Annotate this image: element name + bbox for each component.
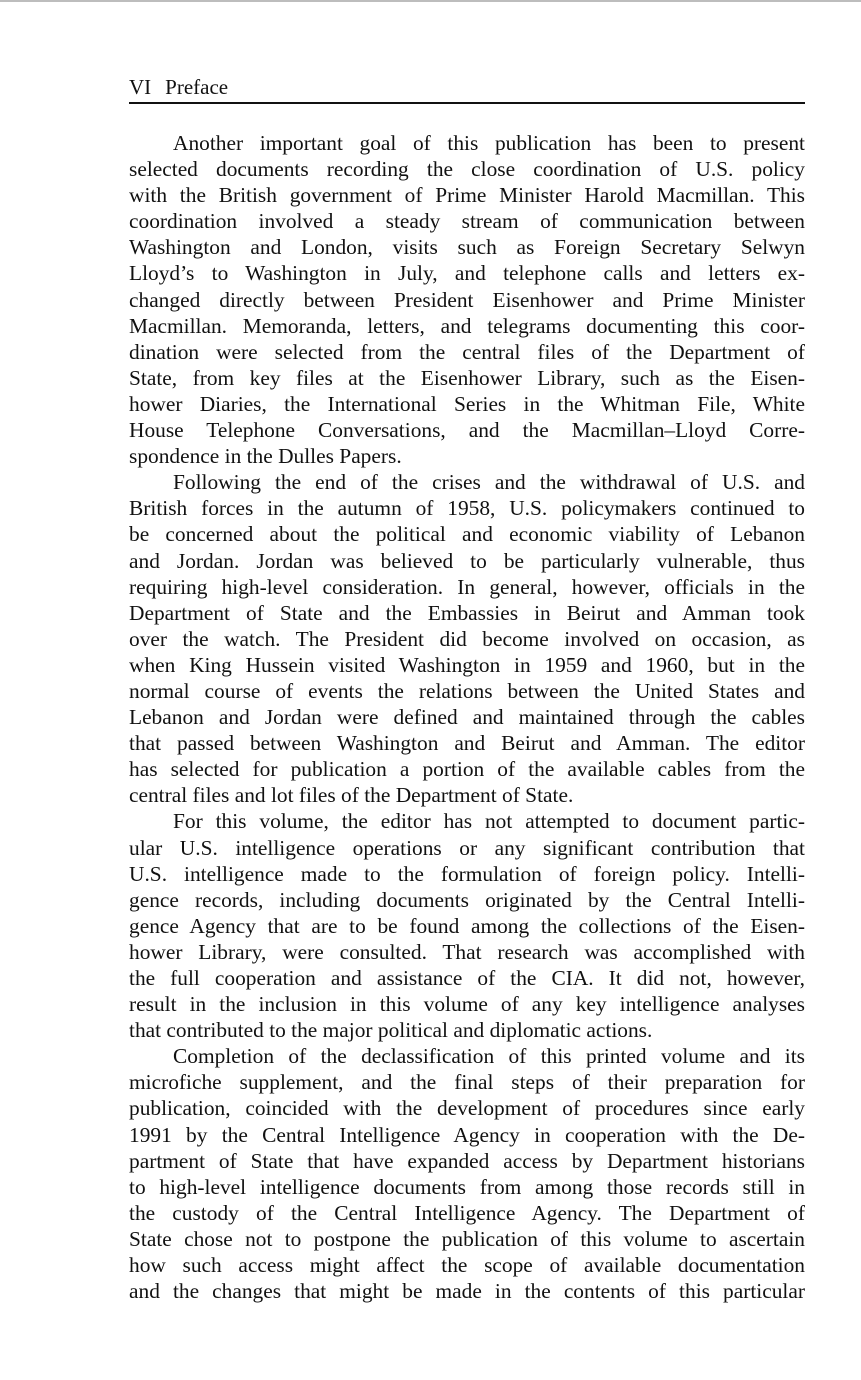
section-title: Preface	[165, 75, 229, 99]
text-line: microfiche supplement, and the final steps of their preparation for	[129, 1070, 805, 1095]
text-line: requiring high-level consideration. In general, however, officials in the	[129, 574, 805, 599]
text-line: State, from key files at the Eisenhower Library, such as the Eisen-	[129, 365, 805, 390]
text-line: to high-level intelligence documents from among those records still in	[129, 1174, 805, 1199]
top-page-rule	[0, 0, 861, 2]
paragraph	[129, 808, 805, 1043]
text-line: Macmillan. Memoranda, letters, and telegrams documenting this coor-	[129, 313, 805, 338]
text-line: hower Library, were consulted. That research was accomplished with	[129, 939, 805, 964]
text-line: publication, coincided with the development of procedures since early	[129, 1096, 805, 1121]
text-line: and the changes that might be made in the contents of this particular	[129, 1279, 805, 1304]
page-number: VI	[129, 75, 152, 99]
text-line: the full cooperation and assistance of the CIA. It did not, however,	[129, 966, 805, 990]
text-line: Department of State and the Embassies in Beirut and Amman took	[129, 600, 805, 625]
text-line: normal course of events the relations between the United States and	[129, 678, 805, 703]
text-line: over the watch. The President did become involved on occasion, as	[129, 626, 805, 651]
text-line: result in the inclusion in this volume of any key intelligence analyses	[129, 992, 805, 1017]
text-line: that passed between Washington and Beirut and Amman. The editor	[129, 731, 805, 756]
text-line: gence Agency that are to be found among the collections of the Eisen-	[129, 913, 805, 938]
text-line: Lebanon and Jordan were defined and maintained through the cables	[129, 705, 805, 730]
text-line: changed directly between President Eisenhower and Prime Minister	[129, 287, 805, 312]
text-line: State chose not to postpone the publication of this volume to ascertain	[129, 1226, 805, 1251]
text-line: when King Hussein visited Washington in 1959 and 1960, but in the	[129, 652, 805, 677]
text-line: Another important goal of this publication has been to present	[173, 131, 805, 155]
text-line: central files and lot files of the Department of State.	[129, 783, 574, 808]
text-line: with the British government of Prime Minister Harold Macmillan. This	[129, 183, 805, 208]
text-line: has selected for publication a portion of the available cables from the	[129, 757, 805, 782]
text-line: that contributed to the major political and diplomatic actions.	[129, 1018, 653, 1043]
text-line: spondence in the Dulles Papers.	[129, 444, 402, 469]
text-line: Following the end of the crises and the withdrawal of U.S. and	[173, 470, 805, 495]
text-line: coordination involved a steady stream of communication between	[129, 209, 805, 234]
text-line: Washington and London, visits such as Foreign Secretary Selwyn	[129, 235, 805, 260]
text-line: House Telephone Conversations, and the Macmillan–Lloyd Corre-	[129, 418, 805, 443]
text-line: For this volume, the editor has not attempted to document partic-	[173, 809, 805, 834]
running-head	[129, 74, 805, 104]
text-line: gence records, including documents originated by the Central Intelli-	[129, 887, 805, 912]
body-text	[129, 130, 805, 1304]
paragraph	[129, 469, 805, 808]
text-line: dination were selected from the central files of the Department of	[129, 339, 805, 364]
paragraph	[129, 130, 805, 469]
text-line: and Jordan. Jordan was believed to be particularly vulnerable, thus	[129, 548, 805, 573]
text-line: partment of State that have expanded access by Department historians	[129, 1148, 805, 1173]
text-line: U.S. intelligence made to the formulation of foreign policy. Intelli-	[129, 861, 805, 886]
text-line: the custody of the Central Intelligence Agency. The Department of	[129, 1200, 805, 1225]
text-line: be concerned about the political and economic viability of Lebanon	[129, 522, 805, 547]
text-line: ular U.S. intelligence operations or any significant contribution that	[129, 835, 805, 860]
text-line: 1991 by the Central Intelligence Agency in cooperation with the De-	[129, 1122, 805, 1147]
text-line: how such access might affect the scope of available documentation	[129, 1253, 805, 1278]
text-line: selected documents recording the close coordination of U.S. policy	[129, 157, 805, 182]
text-line: Lloyd’s to Washington in July, and telephone calls and letters ex-	[129, 261, 805, 286]
text-line: British forces in the autumn of 1958, U.S. policymakers continued to	[129, 496, 805, 521]
text-line: hower Diaries, the International Series in the Whitman File, White	[129, 391, 805, 416]
paragraph	[129, 1043, 805, 1304]
text-line: Completion of the declassification of this printed volume and its	[173, 1044, 805, 1069]
